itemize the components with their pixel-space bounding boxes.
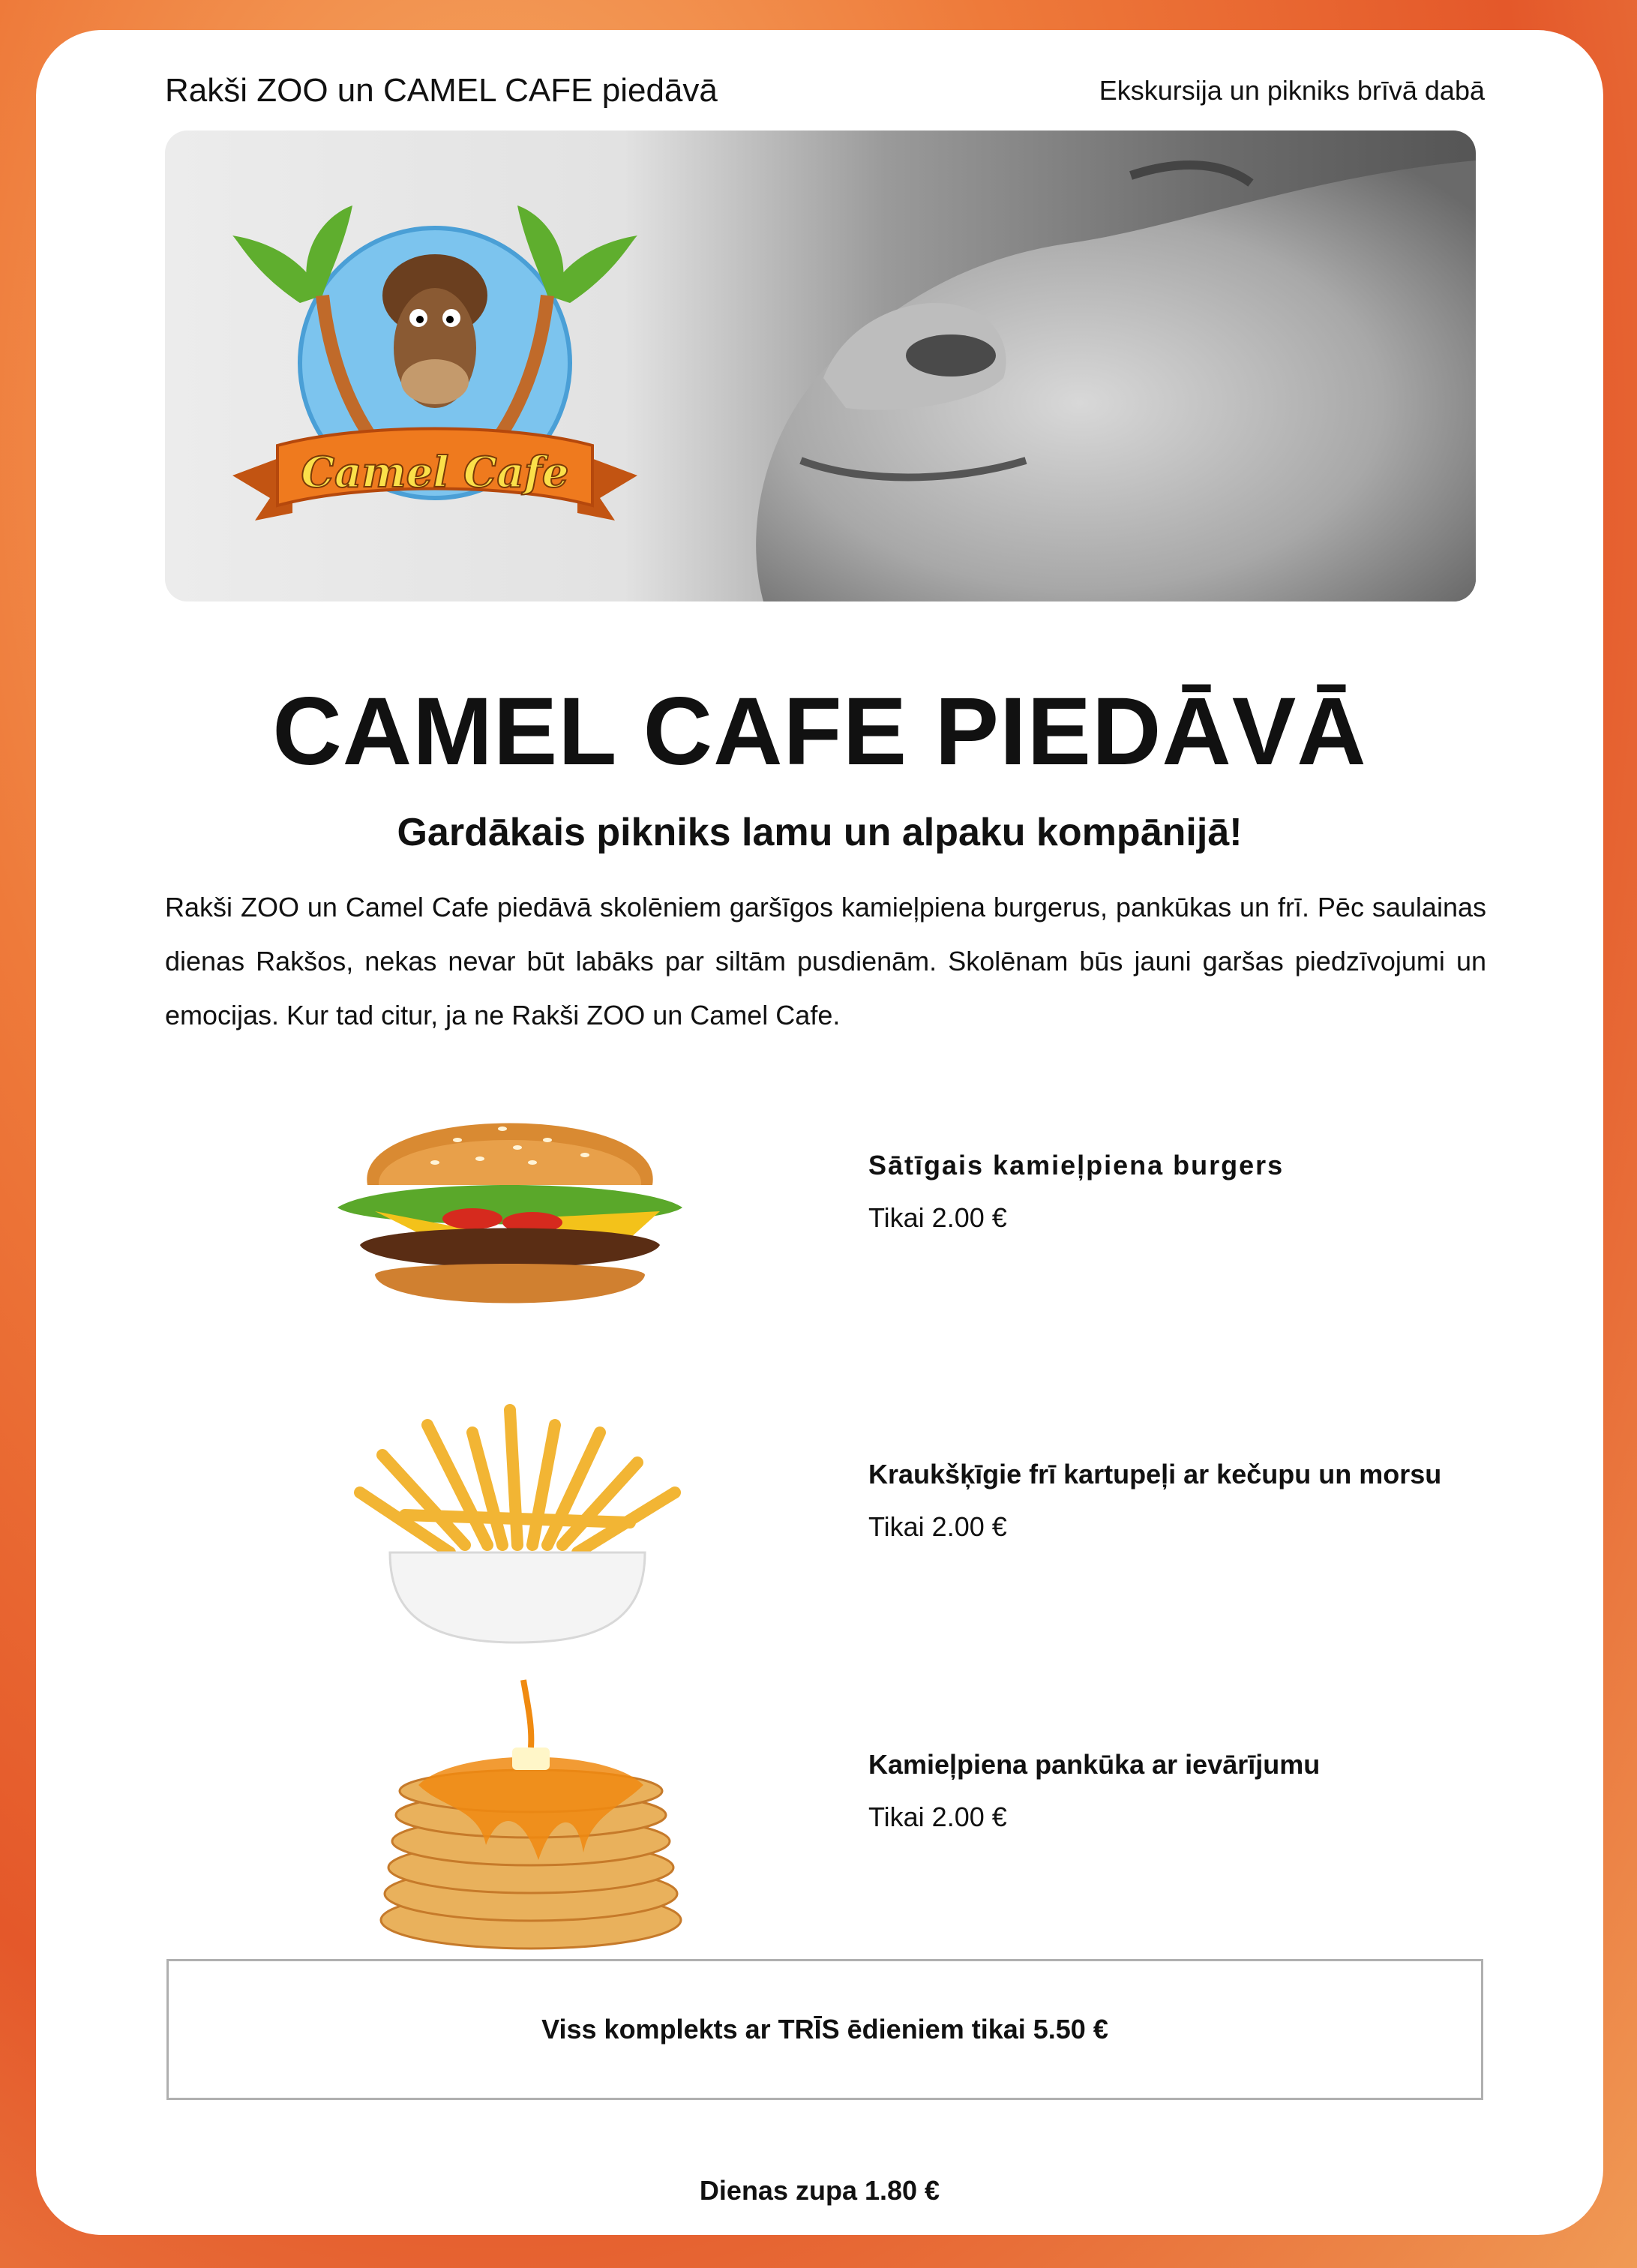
menu-item-3-price: Tikai 2.00 € [868, 1802, 1007, 1832]
intro-paragraph: Rakši ZOO un Camel Cafe piedāvā skolēniem garšīgos kamieļpiena burgerus, pankūkas un frī. Pēc saulainas dienas Rakšos, nekas nevar būt labāks par siltām pusdienām. Skolēnam būs jauni garšas piedzīvojumi un emocijas. Kur tad citur, ja ne Rakši ZOO un Camel Cafe. [165, 892, 1486, 1030]
menu-item-2-price: Tikai 2.00 € [868, 1511, 1007, 1542]
menu-item-1-price: Tikai 2.00 € [868, 1202, 1007, 1233]
page-title: CAMEL CAFE PIEDĀVĀ [272, 678, 1367, 785]
header-title: Rakši ZOO un CAMEL CAFE piedāvā [165, 72, 718, 109]
combo-offer-text: Viss komplekts ar TRĪS ēdieniem tikai 5.50 € [541, 2014, 1108, 2044]
burger-image [307, 1058, 712, 1380]
flyer-card [36, 30, 1603, 2235]
combo-offer-box [166, 1959, 1483, 2100]
banner-image [165, 130, 1476, 602]
page-subtitle: Gardākais pikniks lamu un alpaku kompānijā! [397, 811, 1243, 854]
menu-item-3-name: Kamieļpiena pankūka ar ievārījumu [868, 1749, 1321, 1780]
logo-text: Camel Cafe [301, 448, 569, 497]
fries-image [315, 1395, 720, 1665]
menu-item-1-name: Sātīgais kamieļpiena burgers [868, 1150, 1285, 1180]
camel-photo [651, 130, 1476, 602]
menu-item-2-name: Kraukšķīgie frī kartupeļi ar kečupu un morsu [868, 1459, 1442, 1490]
pancakes-image [336, 1665, 726, 1965]
header-tagline: Ekskursija un pikniks brīvā dabā [1099, 75, 1485, 106]
soup-of-the-day: Dienas zupa 1.80 € [699, 2175, 940, 2206]
camel-cafe-logo [210, 198, 660, 558]
